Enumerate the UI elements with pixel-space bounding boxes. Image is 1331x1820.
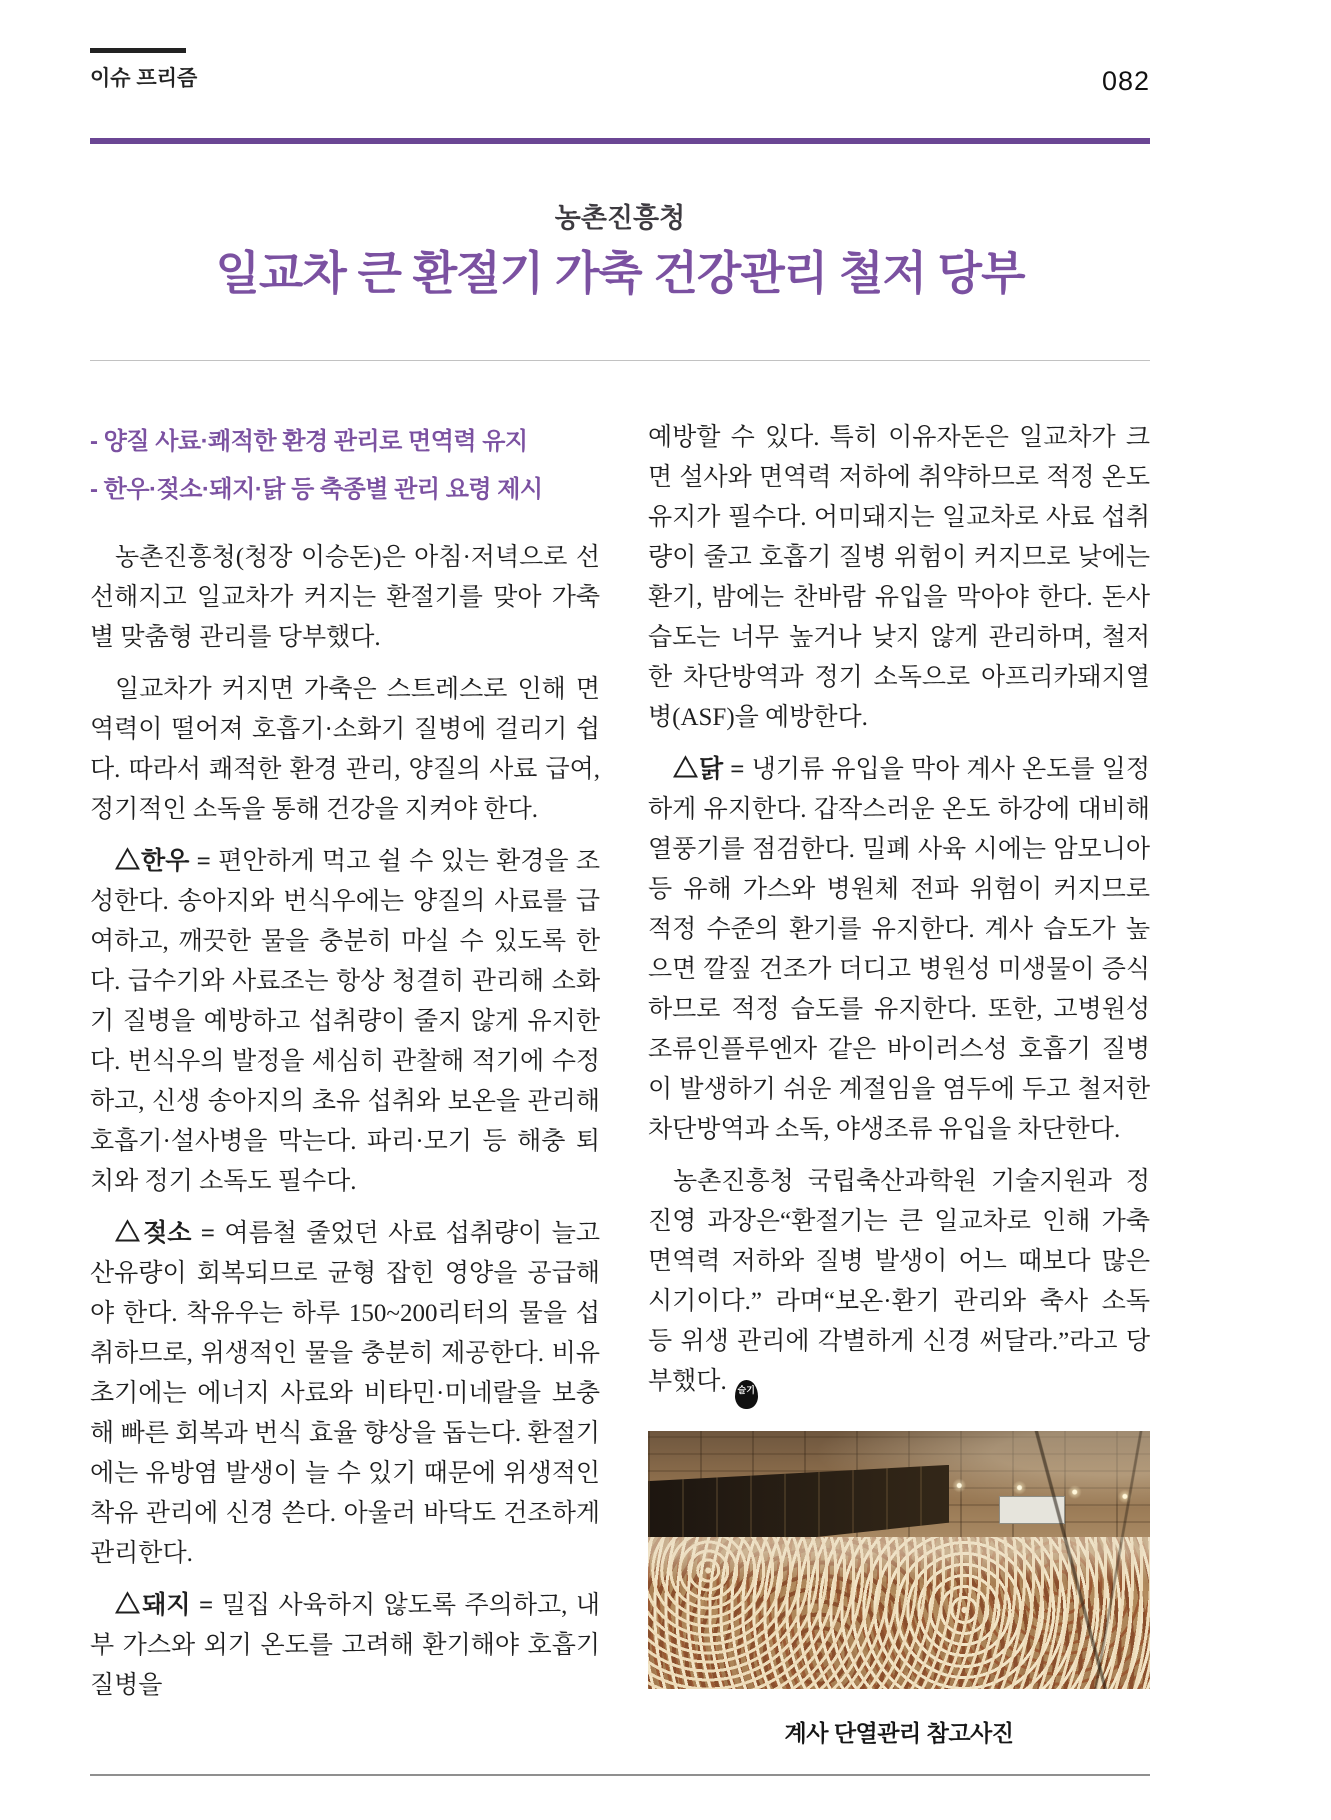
left-column-body [90, 538, 600, 1706]
photo-caption: 계사 단열관리 참고사진 [784, 1720, 1014, 1747]
highlight-list [90, 418, 600, 514]
paragraph: △닭 = 냉기류 유입을 막아 계사 온도를 일정하게 유지한다. 갑작스러운 온도 하강에 대비해 열풍기를 점검한다. 밀폐 사육 시에는 암모니아 등 유해 가스와 병원체 전파 위험이 커지므로 적정 수준의 환기를 유지한다. 계사 습도가 높으면 깔짚 건조가 더디고 병원성 미생물이 증식하므로 적정 습도를 유지한다. 또한, 고병원성 조류인플루엔자 같은 바이러스성 호흡기 질병이 발생하기 쉬운 계절임을 염두에 두고 철저한 차단방역과 소독, 야생조류 유입을 차단한다. [648, 756, 1150, 1144]
page-title: 일교차 큰 환절기 가축 건강관리 철저 당부 [215, 247, 1025, 299]
divider-top [90, 360, 1150, 361]
section-label: 이슈 프리즘 [90, 67, 198, 90]
species-label: △젖소 = [115, 1220, 225, 1248]
left-column [90, 418, 600, 1718]
top-bar [90, 48, 1150, 100]
paragraph: 농촌진흥청(청장 이승돈)은 아침·저녁으로 선선해지고 일교차가 커지는 환절기를 맞아 가축별 맞춤형 관리를 당부했다. [90, 544, 600, 652]
right-column-body [648, 418, 1150, 1409]
masthead [90, 48, 197, 92]
article-columns [90, 418, 1150, 1748]
end-mark-icon: 슬기 [735, 1380, 758, 1409]
paragraph: △돼지 = 밀집 사육하지 않도록 주의하고, 내부 가스와 외기 온도를 고려해 환기해야 호흡기 질병을 [90, 1592, 600, 1700]
paragraph: △젖소 = 여름철 줄었던 사료 섭취량이 늘고 산유량이 회복되므로 균형 잡힌 영양을 공급해야 한다. 착유우는 하루 150~200리터의 물을 섭취하므로, 위생적인 물을 충분히 제공한다. 비유 초기에는 에너지 사료와 비타민·미네랄을 보충해 빠른 회복과 번식 효율 향상을 돕는다. 환절기에는 유방염 발생이 늘 수 있기 때문에 위생적인 착유 관리에 신경 쓴다. 아울러 바닥도 건조하게 관리한다. [90, 1220, 601, 1568]
content-area [90, 48, 1150, 1776]
highlight-item: - 한우·젖소·돼지·닭 등 축종별 관리 요령 제시 [90, 476, 543, 504]
reference-photo [648, 1431, 1150, 1689]
species-label: △닭 = [673, 756, 752, 784]
right-column [648, 418, 1150, 1748]
divider-bottom [90, 1774, 1150, 1776]
highlight-item: - 양질 사료·쾌적한 환경 관리로 면역력 유지 [90, 428, 528, 456]
photo-frame-lines [648, 1431, 1150, 1689]
page-number: 082 [1101, 66, 1150, 96]
masthead-tick-bar [90, 48, 186, 53]
species-label: △한우 = [115, 848, 219, 876]
paragraph: 농촌진흥청 국립축산과학원 기술지원과 정진영 과장은“환절기는 큰 일교차로 인해 가축 면역력 저하와 질병 발생이 어느 때보다 많은 시기이다.” 라며“보온·환기 관리와 축사 소독 등 위생 관리에 각별하게 신경 써달라.”라고 당부했다. 슬기 [648, 1162, 1150, 1409]
paragraph: △한우 = 편안하게 먹고 쉴 수 있는 환경을 조성한다. 송아지와 번식우에는 양질의 사료를 급여하고, 깨끗한 물을 충분히 마실 수 있도록 한다. 급수기와 사료조는 항상 청결히 관리해 소화기 질병을 예방하고 섭취량이 줄지 않게 유지한다. 번식우의 발정을 세심히 관찰해 적기에 수정하고, 신생 송아지의 초유 섭취와 보온을 관리해 호흡기·설사병을 막는다. 파리·모기 등 해충 퇴치와 정기 소독도 필수다. [90, 848, 601, 1196]
kicker: 농촌진흥청 [554, 203, 686, 233]
paragraph: 예방할 수 있다. 특히 이유자돈은 일교차가 크면 설사와 면역력 저하에 취약하므로 적정 온도 유지가 필수다. 어미돼지는 일교차로 사료 섭취량이 줄고 호흡기 질병 위험이 커지므로 낮에는 환기, 밤에는 찬바람 유입을 막아야 한다. 돈사 습도는 너무 높거나 낮지 않게 관리하며, 철저한 차단방역과 정기 소독으로 아프리카돼지열병(ASF)을 예방한다. [648, 424, 1150, 732]
purple-rule [90, 138, 1150, 144]
species-label: △돼지 = [115, 1592, 222, 1620]
paragraph: 일교차가 커지면 가축은 스트레스로 인해 면역력이 떨어져 호흡기·소화기 질병에 걸리기 쉽다. 따라서 쾌적한 환경 관리, 양질의 사료 급여, 정기적인 소독을 통해 건강을 지켜야 한다. [90, 676, 600, 824]
